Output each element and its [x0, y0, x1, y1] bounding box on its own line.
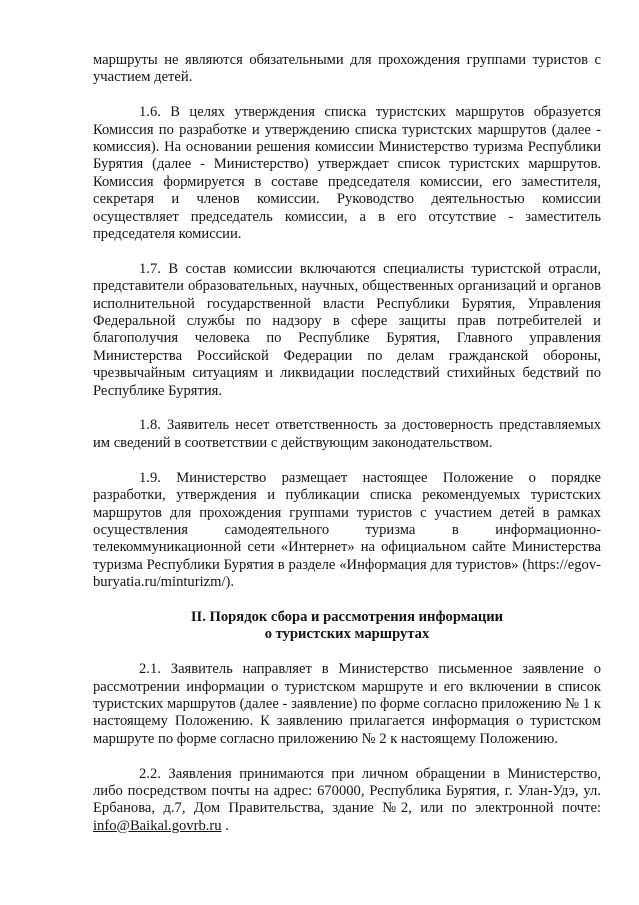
section-2-heading-line1: II. Порядок сбора и рассмотрения информации [190, 608, 504, 625]
section-2-heading [93, 609, 601, 644]
paragraph-1-9: 1.9. Министерство размещает настоящее Положение о порядке разработки, утверждения и публикации списка рекомендуемых туристских маршрутов для прохождения группами туристов с участием детей в рамках осуществления самодеятельного туризма в информационно-телекоммуникационной сети «Интернет» на официальном сайте Министерства туризма Республики Бурятия в разделе «Информация для туристов» (https://egov-buryatia.ru/minturizm/). [93, 469, 601, 591]
paragraph-2-1: 2.1. Заявитель направляет в Министерство письменное заявление о рассмотрении информации о туристском маршруте и его включении в список туристских маршрутов (далее - заявление) по форме согласно приложению № 1 к настоящему Положению. К заявлению прилагается информация о туристском маршруте по форме согласно приложению № 2 к настоящему Положению. [93, 661, 601, 747]
paragraph-2-2-text: 2.2. Заявления принимаются при личном обращении в Министерство, либо посредством почты на адрес: 670000, Республика Бурятия, г. Улан-Удэ, ул. Ербанова, д.7, Дом Правительства, здание №2, или по электронной почте: [93, 765, 601, 817]
email-link[interactable]: info@Baikal.govrb.ru [93, 817, 222, 834]
section-2-heading-line2: о туристских маршрутах [264, 626, 430, 643]
paragraph-1-7: 1.7. В состав комиссии включаются специалисты туристской отрасли, представители образовательных, научных, общественных организаций и органов исполнительной государственной власти Республики Бурятия, Управления Федеральной службы по надзору в сфере защиты прав потребителей и благополучия человека по Республике Бурятия, Главного управления Министерства Российской Федерации по делам гражданской обороны, чрезвычайным ситуациям и ликвидации последствий стихийных бедствий по Республике Бурятия. [93, 260, 601, 399]
paragraph-2-2-tail: . [221, 817, 229, 834]
paragraph-2-2 [93, 766, 601, 836]
paragraph-continuation: маршруты не являются обязательными для прохождения группами туристов с участием детей. [93, 52, 601, 86]
paragraph-1-8: 1.8. Заявитель несет ответственность за достоверность представляемых им сведений в соответствии с действующим законодательством. [93, 417, 601, 451]
paragraph-1-6: 1.6. В целях утверждения списка туристских маршрутов образуется Комиссия по разработке и утверждению списка туристских маршрутов (далее - комиссия). На основании решения комиссии Министерство туризма Республики Бурятия (далее - Министерство) утверждает список туристских маршрутов. Комиссия формируется в составе председателя комиссии, его заместителя, секретаря и членов комиссии. Руководство деятельностью комиссии осуществляет председатель комиссии, а в его отсутствие - заместитель председателя комиссии. [93, 104, 601, 243]
document-page [93, 52, 601, 835]
